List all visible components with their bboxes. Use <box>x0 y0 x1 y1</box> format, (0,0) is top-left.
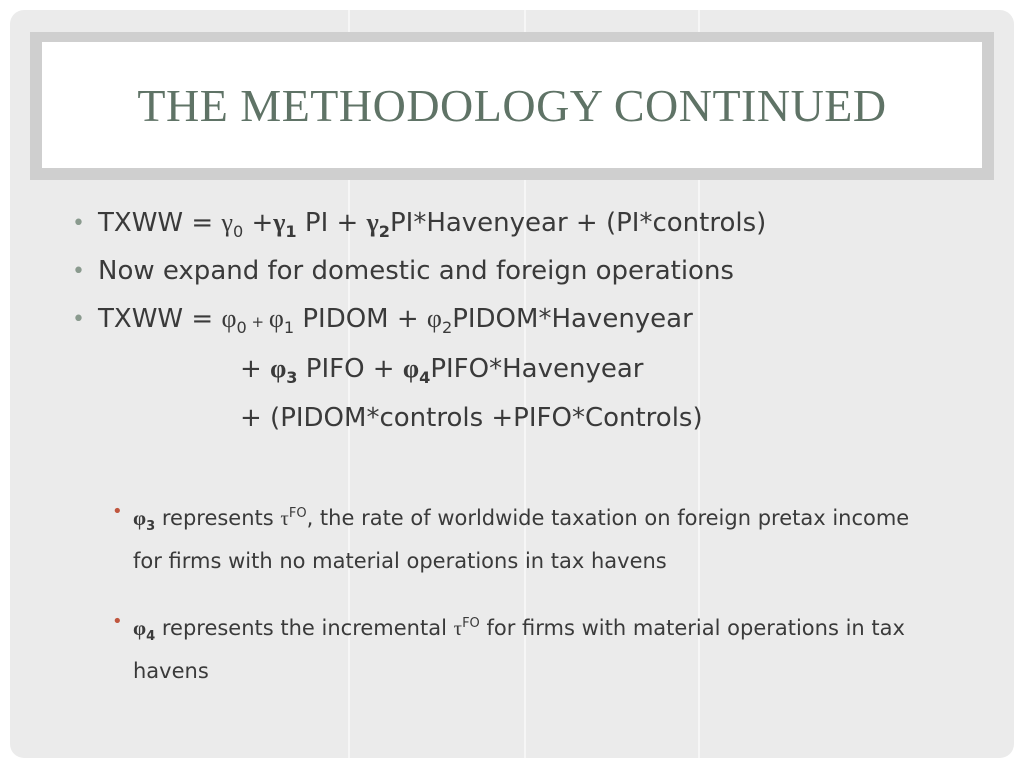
slide-title: THE METHODOLOGY CONTINUED <box>137 79 887 131</box>
sub-point-1: $\varphi_3$ represents $\tau^{FO}$, the rate of worldwide taxation on foreign pretax income for firms with no material operations in tax havens <box>133 506 910 574</box>
equation-line-3: TXWW = $\varphi_0 + \varphi_1$ PIDOM + $\varphi_2PIDOM*Havenyear$ <box>98 304 693 338</box>
bullet-icon: • <box>72 307 85 332</box>
slide <box>10 10 1014 758</box>
bullet-icon: • <box>72 211 85 236</box>
bullet-icon: • <box>72 259 85 284</box>
equation-line-5: + (PIDOM*controls +PIFO*Controls) <box>240 403 703 433</box>
equation-line-1: TXWW = $\gamma_0 +\gamma_1$ PI + $\gamma_2PI*Havenyear$ + (PI*controls) <box>98 208 767 242</box>
text-line-2: Now expand for domestic and foreign operations <box>98 256 734 286</box>
sub-point-2: $\varphi_4$ represents the incremental $\tau^{FO}$ for firms with material operations in tax havens <box>133 616 905 684</box>
equation-line-4: + $\varphi_3$ PIFO + $\varphi_4PIFO*Havenyear$ <box>240 354 644 388</box>
sub-bullet-icon: • <box>112 611 123 632</box>
sub-bullet-icon: • <box>112 501 123 522</box>
slide-content <box>10 10 1014 758</box>
